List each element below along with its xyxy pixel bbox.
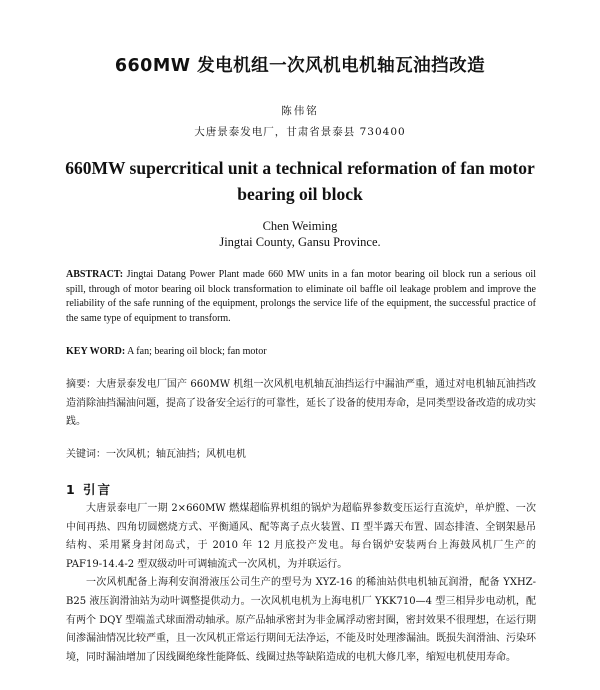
abstract-cn [66, 376, 536, 432]
abstract-en-label: ABSTRACT: [66, 269, 124, 280]
keywords-cn [66, 445, 536, 460]
paragraph: 一次风机配备上海利安润滑液压公司生产的型号为 XYZ-16 的稀油站供电机轴瓦润滑，配备 YXHZ-B25 液压润滑油站为动叶调整提供动力。一次风机电机为上海电机厂 YKK710—4 型三相异步电动机，配有两个 DQY 型端盖式球面滑动轴承。原产品轴承密封为非金属浮动密封圈，密封效果不很理想，在运行期间渗漏油情况比较严重，且一次风机正常运行期间无法净运，不能及时处理渗漏油。既损失润滑油、污染环境，同时漏油增加了因线圈绝缘性能降低、线圈过热等缺陷造成的电机大修几率，缩短电机使用寿命。 [66, 577, 536, 663]
author-en: Chen Weiming [262, 219, 338, 233]
title-cn: 660MW 发电机组一次风机电机轴瓦油挡改造 [114, 56, 486, 76]
keywords-en-label: KEY WORD: [66, 346, 126, 357]
section-body [66, 500, 536, 667]
author-cn: 陈伟铭 [281, 105, 319, 117]
abstract-cn-text: 大唐景泰发电厂国产 660MW 机组一次风机电机轴瓦油挡运行中漏油严重，通过对电机轴瓦油挡改造消除油挡漏油问题，提高了设备安全运行的可靠性，延长了设备的使用寿命，是同类型设备改造的成功实践。 [66, 379, 536, 427]
paragraph: 大唐景泰电厂一期 2×660MW 燃煤超临界机组的锅炉为超临界参数变压运行直流炉，单炉膛、一次中间再热、四角切圆燃烧方式、平衡通风、配等离子点火装置、Π 型半露天布置、固态排渣、全钢架悬吊结构、采用紧身封闭岛式，于 2010 年 12 月底投产发电。每台锅炉安装两台上海鼓风机厂生产的 PAF19-14.4-2 型双级动叶可调轴流式一次风机，为并联运行。 [66, 503, 536, 570]
title-en: 660MW supercritical unit a technical reformation of fan motor bearing oil block [65, 158, 535, 204]
keywords-cn-label: 关键词： [66, 449, 106, 460]
abstract-cn-label: 摘要： [66, 379, 97, 390]
abstract-en [66, 268, 536, 326]
section-heading: 1 引言 [66, 482, 113, 497]
keywords-en-text: A fan; bearing oil block; fan motor [127, 346, 267, 357]
affiliation-cn: 大唐景泰发电厂，甘肃省景泰县 730400 [194, 126, 406, 138]
keywords-en [66, 346, 536, 357]
abstract-en-text: Jingtai Datang Power Plant made 660 MW units in a fan motor bearing oil block run a serious oil spill, through of motor bearing oil block transformation to eliminate oil baffle oil leakage problem and improve the reliability of the safe running of the equipment, prolongs the service life of the equipment, the successful practice of the same type of equipment to transform. [66, 269, 536, 324]
affiliation-en: Jingtai County, Gansu Province. [219, 235, 381, 249]
keywords-cn-text: 一次风机；轴瓦油挡；风机电机 [106, 449, 246, 460]
